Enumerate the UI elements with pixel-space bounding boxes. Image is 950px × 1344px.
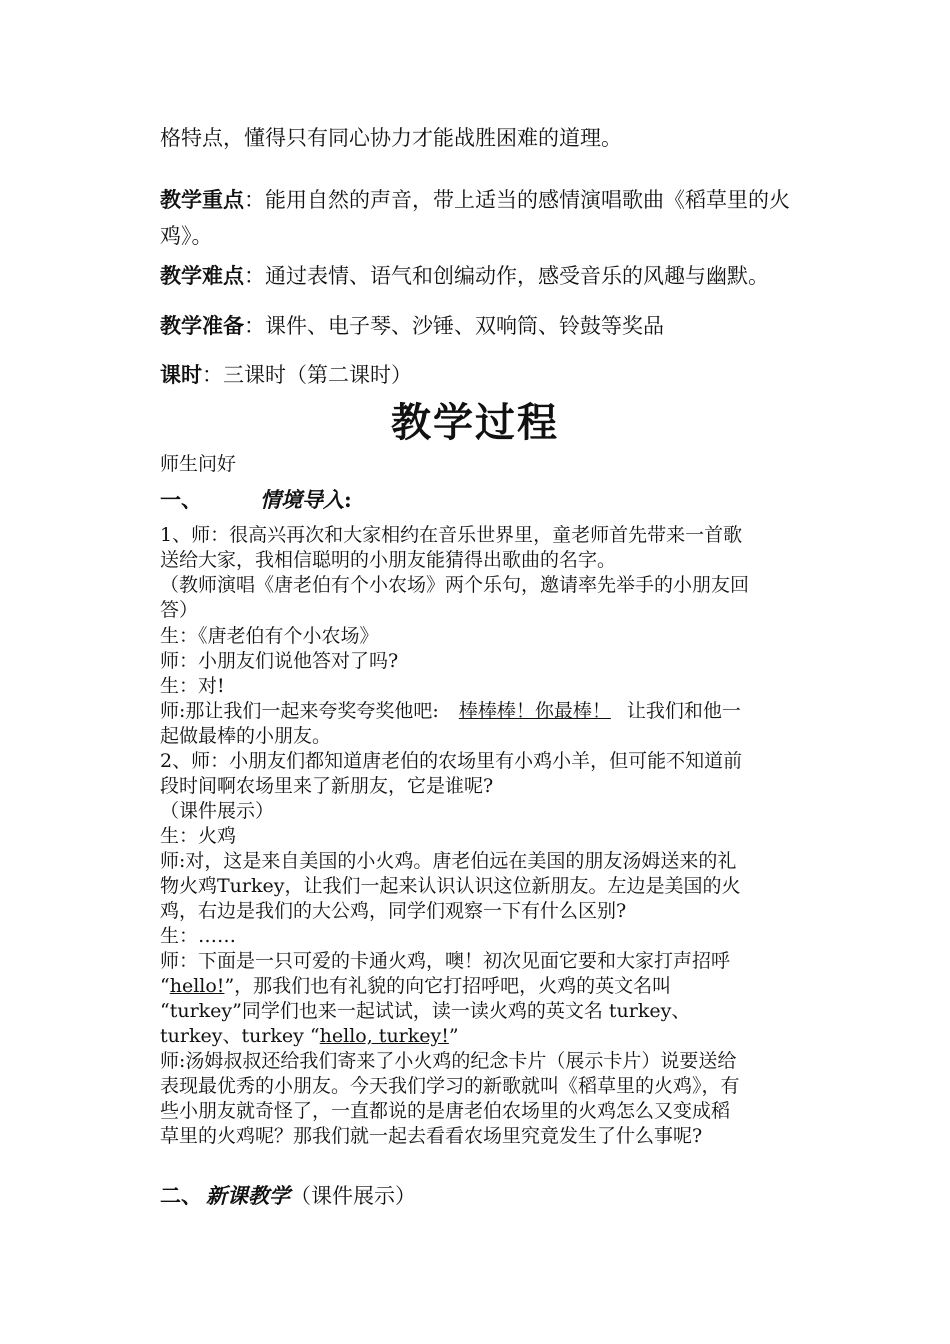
- focus-text: ：能用自然的声音，带上适当的感情演唱歌曲《稻草里的火: [244, 188, 790, 212]
- section2-heading: [160, 1182, 416, 1210]
- teaching-difficulty: [160, 262, 769, 290]
- body-line: 送给大家，我相信聪明的小朋友能猜得出歌曲的名字。: [160, 549, 617, 571]
- difficulty-text: ：通过表情、语气和创编动作，感受音乐的风趣与幽默。: [244, 264, 769, 288]
- prep-text: ：课件、电子琴、沙锤、双响筒、铃鼓等奖品: [244, 314, 664, 338]
- hello-text: hello!: [169, 975, 225, 997]
- teaching-focus: [160, 186, 790, 214]
- body-line: 表现最优秀的小朋友。今天我们学习的新歌就叫《稻草里的火鸡》，有: [160, 1075, 740, 1097]
- turkey-repeat: turkey、turkey “: [160, 1025, 320, 1047]
- body-line: 师：小朋友们说他答对了吗?: [160, 650, 399, 672]
- praise-chant: 棒棒棒！你最棒！: [458, 700, 611, 722]
- difficulty-label: 教学难点: [160, 263, 244, 288]
- body-line: [160, 699, 741, 723]
- quote-rest: ”，那我们也有礼貌的向它打招呼吧，火鸡的英文名叫: [224, 975, 672, 997]
- body-line: [160, 974, 671, 998]
- body-line: 草里的火鸡呢？那我们就一起去看看农场里究竟发生了什么事呢?: [160, 1125, 703, 1147]
- section2-num: 二、: [160, 1183, 202, 1208]
- section2-note: （课件展示）: [290, 1184, 416, 1208]
- body-line: （课件展示）: [160, 800, 275, 822]
- focus-label: 教学重点: [160, 187, 244, 212]
- body-line: [160, 1024, 459, 1048]
- hello-turkey-text: hello, turkey!: [319, 1025, 449, 1047]
- teaching-focus-cont: 鸡》。: [160, 224, 213, 248]
- body-line: 师:汤姆叔叔还给我们寄来了小火鸡的纪念卡片（展示卡片）说要送给: [160, 1050, 737, 1072]
- body-line: 些小朋友就奇怪了，一直都说的是唐老伯农场里的火鸡怎么又变成稻: [160, 1100, 731, 1122]
- hours-text: ：三课时（第二课时）: [202, 363, 412, 387]
- body-line: 生：《唐老伯有个小农场》: [160, 625, 379, 647]
- hours-label: 课时: [160, 362, 202, 387]
- praise-intro: 师:那让我们一起来夸奖夸奖他吧:: [160, 700, 439, 722]
- body-line: 起做最棒的小朋友。: [160, 725, 332, 747]
- quote-close: ”: [448, 1025, 459, 1047]
- body-line: 师：下面是一只可爱的卡通火鸡，噢！初次见面它要和大家打声招呼: [160, 950, 731, 972]
- body-line: 生：……: [160, 925, 237, 947]
- process-title: 教学过程: [391, 399, 559, 446]
- body-line: 师:对，这是来自美国的小火鸡。唐老伯远在美国的朋友汤姆送来的礼: [160, 850, 737, 872]
- class-hours: [160, 361, 412, 389]
- body-line: （教师演唱《唐老伯有个小农场》两个乐句，邀请率先举手的小朋友回: [160, 574, 750, 596]
- section1-heading: [160, 486, 352, 514]
- section1-colon: :: [344, 487, 352, 512]
- body-line: “turkey”同学们也来一起试试，读一读火鸡的英文名 turkey、: [160, 1000, 691, 1022]
- body-line: 生：火鸡: [160, 825, 237, 847]
- section2-title: 新课教学: [206, 1183, 290, 1208]
- praise-outro: 让我们和他一: [626, 700, 741, 722]
- body-line: 物火鸡Turkey，让我们一起来认识认识这位新朋友。左边是美国的火: [160, 875, 741, 897]
- body-line: 答）: [160, 599, 199, 621]
- body-line: 2、师：小朋友们都知道唐老伯的农场里有小鸡小羊，但可能不知道前: [160, 750, 743, 772]
- intro-line: 格特点，懂得只有同心协力才能战胜困难的道理。: [160, 126, 622, 150]
- teaching-prep: [160, 312, 664, 340]
- prep-label: 教学准备: [160, 313, 244, 338]
- section1-title: 情境导入: [260, 487, 344, 512]
- greeting: 师生问好: [160, 453, 237, 475]
- body-line: 1、师：很高兴再次和大家相约在音乐世界里，童老师首先带来一首歌: [160, 524, 743, 546]
- body-line: 段时间啊农场里来了新朋友，它是谁呢?: [160, 775, 494, 797]
- body-line: 生：对!: [160, 675, 225, 697]
- section1-num: 一、: [160, 487, 202, 512]
- body-line: 鸡，右边是我们的大公鸡，同学们观察一下有什么区别?: [160, 900, 627, 922]
- quote-open: “: [160, 975, 170, 997]
